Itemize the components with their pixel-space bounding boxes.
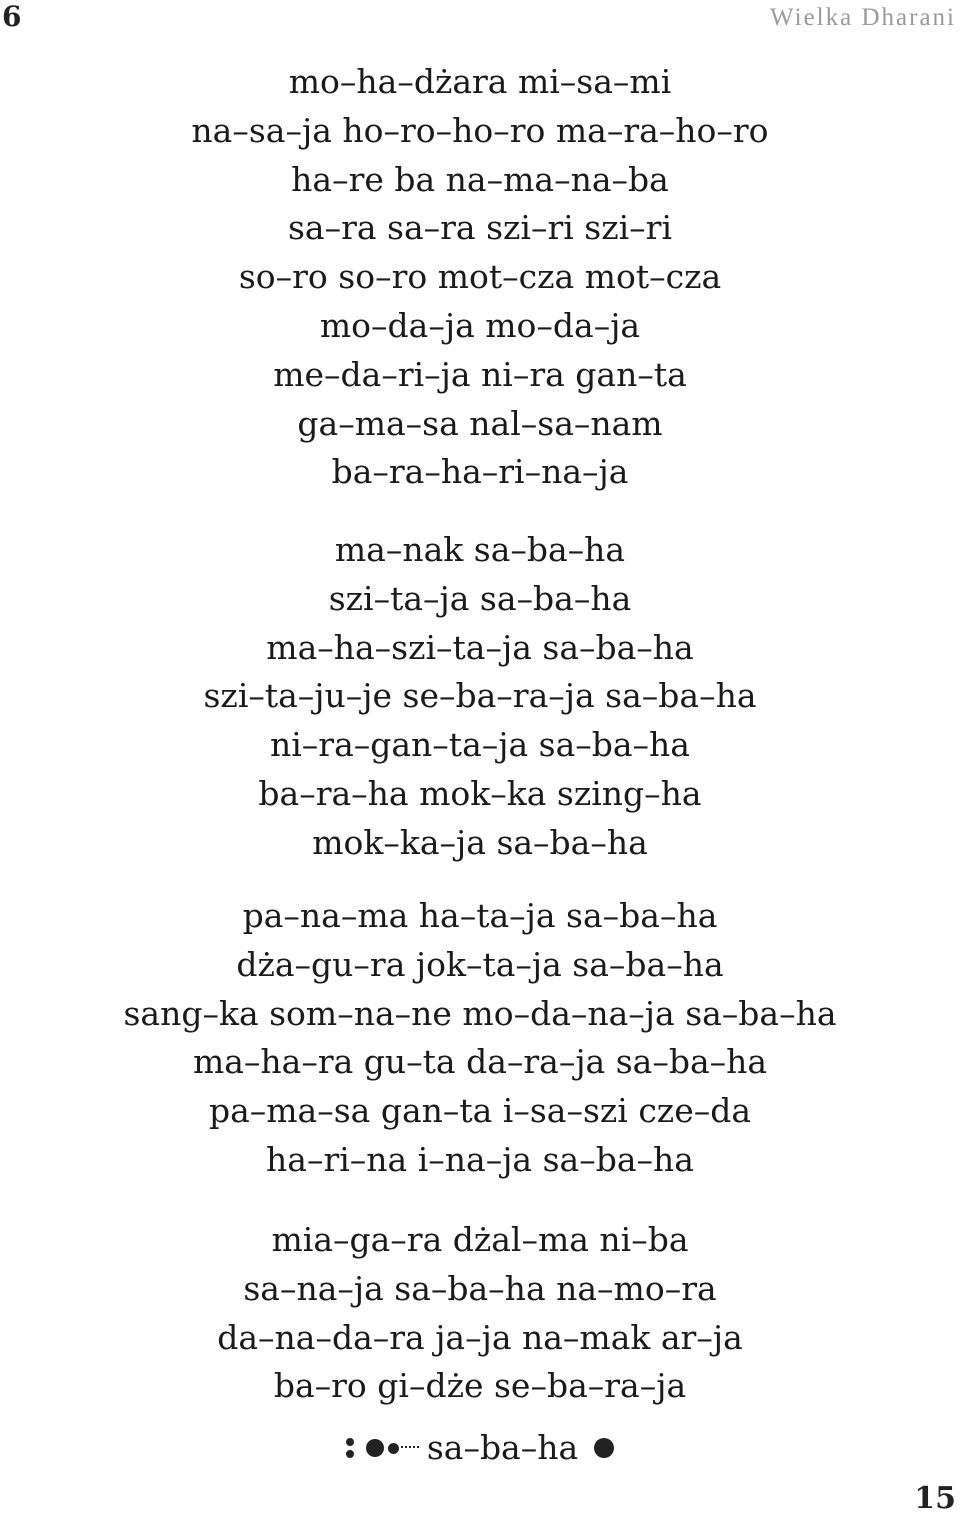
stanza-3 — [0, 892, 960, 1185]
final-line — [0, 1411, 960, 1467]
verse-line: szi–ta–ju–je se–ba–ra–ja sa–ba–ha — [203, 676, 757, 716]
verse-line: sang–ka som–na–ne mo–da–na–ja sa–ba–ha — [123, 993, 837, 1033]
verse-line: me–da–ri–ja ni–ra gan–ta — [273, 354, 687, 394]
verse-line: mia–ga–ra dżal–ma ni–ba — [271, 1220, 689, 1259]
verse-line: sa–na–ja sa–ba–ha na–mo–ra — [243, 1268, 717, 1308]
verse-line: na–sa–ja ho–ro–ho–ro ma–ra–ho–ro — [191, 110, 769, 150]
final-line-text: sa–ba–ha — [426, 1427, 579, 1467]
verse-line: ba–ra–ha–ri–na–ja — [331, 452, 629, 492]
page-number-top: 6 — [2, 0, 22, 33]
verse-line: pa–na–ma ha–ta–ja sa–ba–ha — [242, 896, 718, 935]
end-dot-icon — [594, 1438, 614, 1458]
verse-line: ha–re ba na–ma–na–ba — [291, 159, 669, 199]
verse-line: ga–ma–sa nal–sa–nam — [297, 403, 663, 443]
verse-line: pa–ma–sa gan–ta i–sa–szi cze–da — [208, 1091, 752, 1131]
stanza-4 — [0, 1216, 960, 1467]
stanza-1 — [0, 58, 960, 497]
verse-line: dża–gu–ra jok–ta–ja sa–ba–ha — [236, 944, 724, 984]
stanza-2 — [0, 526, 960, 868]
verse-line: ha–ri–na i–na–ja sa–ba–ha — [266, 1139, 694, 1179]
verse-line: sa–ra sa–ra szi–ri szi–ri — [288, 208, 672, 248]
verse-line: ma–nak sa–ba–ha — [334, 530, 626, 569]
verse-line: szi–ta–ja sa–ba–ha — [328, 578, 632, 618]
verse-line: so–ro so–ro mot–cza mot–cza — [238, 257, 722, 297]
page-number-bottom: 15 — [914, 1481, 956, 1516]
verse-line: ba–ro gi–dże se–ba–ra–ja — [273, 1366, 687, 1406]
verse-line: mok–ka–ja sa–ba–ha — [312, 822, 648, 862]
verse-line: da–na–da–ra ja–ja na–mak ar–ja — [217, 1317, 743, 1357]
verse-line: ma–ha–szi–ta–ja sa–ba–ha — [266, 627, 694, 667]
verse-line: ni–ra–gan–ta–ja sa–ba–ha — [270, 725, 690, 765]
running-title: Wielka Dharani — [770, 4, 956, 31]
verse-line: mo–ha–dżara mi–sa–mi — [288, 62, 672, 101]
verse-line: mo–da–ja mo–da–ja — [319, 305, 641, 345]
tibetan-punctuation-icon — [346, 1438, 421, 1458]
verse-line: ma–ha–ra gu–ta da–ra–ja sa–ba–ha — [192, 1042, 768, 1082]
verse-line: ba–ra–ha mok–ka szing–ha — [258, 773, 702, 813]
